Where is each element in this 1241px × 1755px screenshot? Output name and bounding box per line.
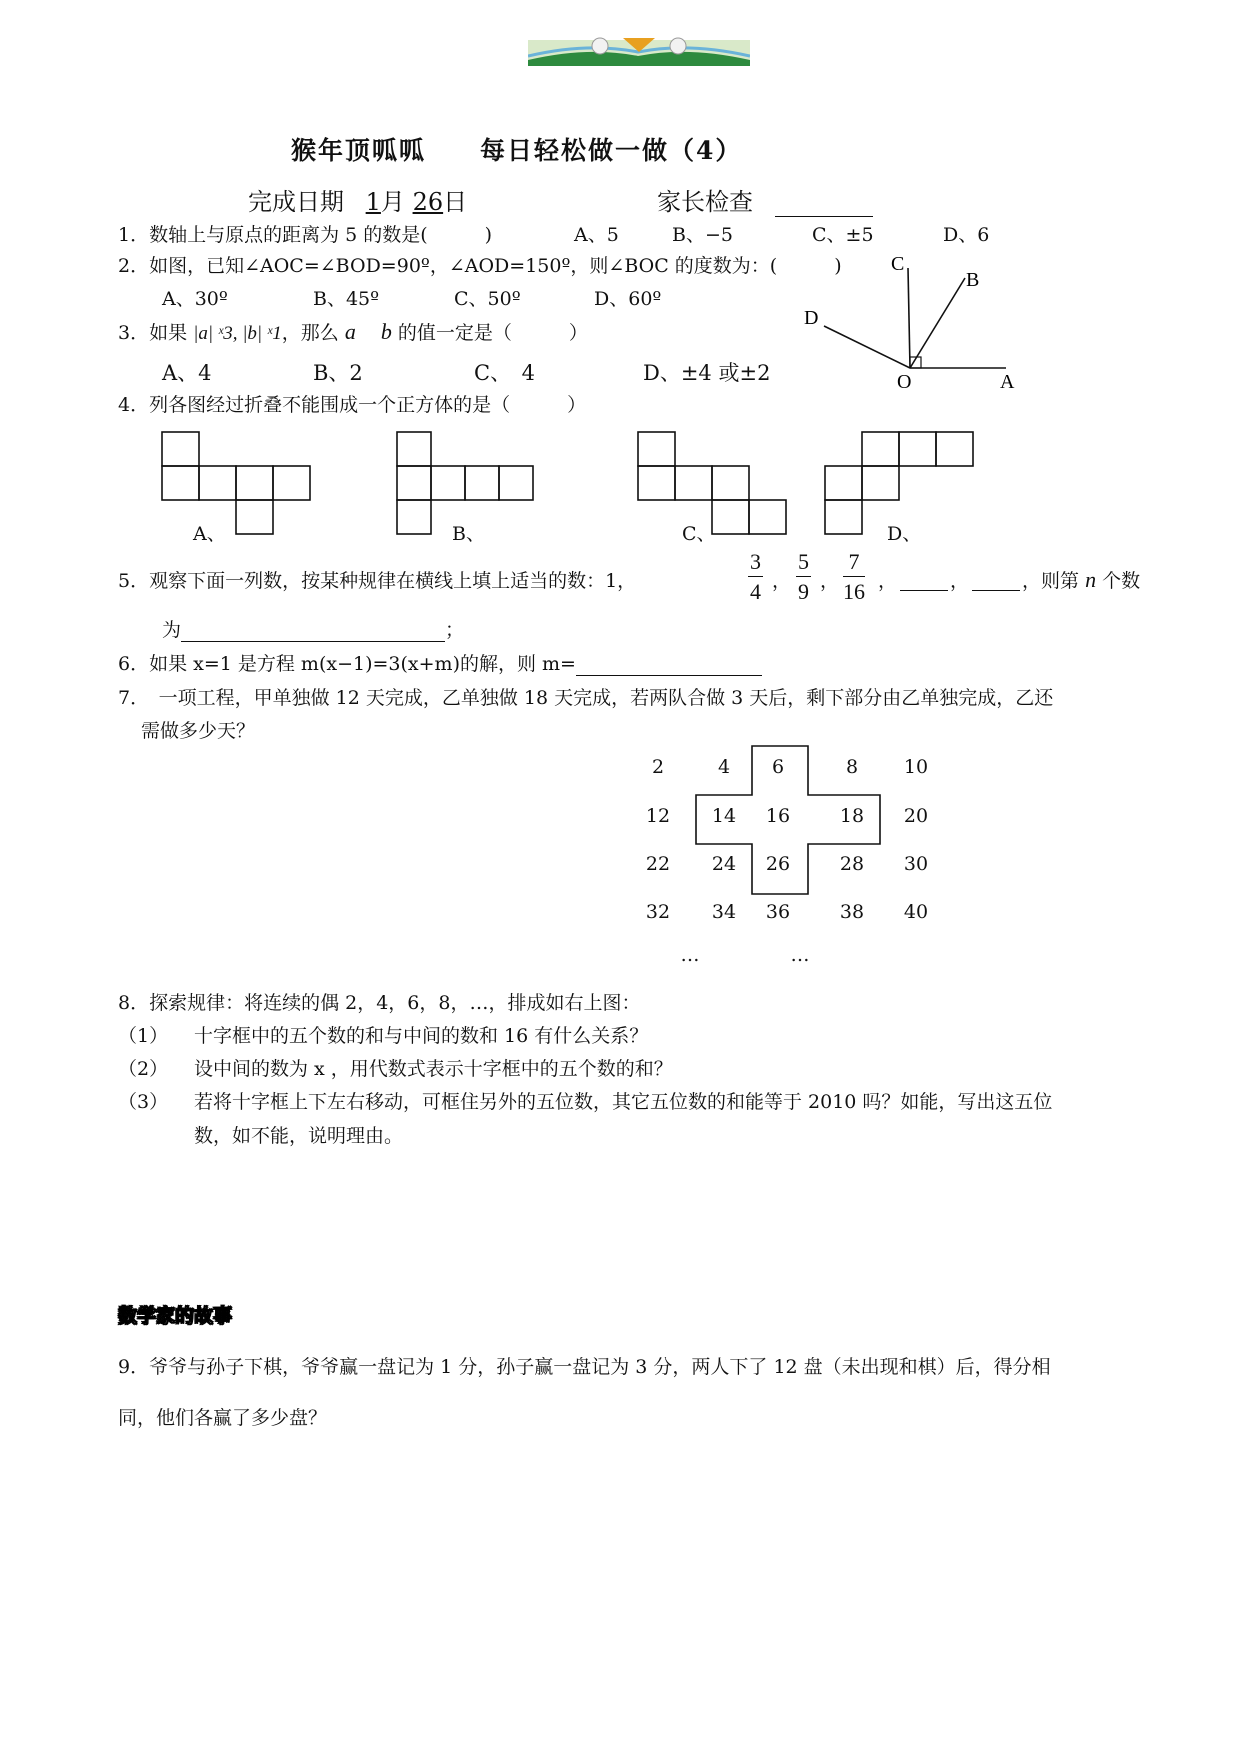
q2-text: 2．如图，已知∠AOC=∠BOD=90º，∠AOD=150º，则∠BOC 的度数为：( )	[118, 255, 842, 277]
parent-signature-blank[interactable]	[775, 196, 873, 217]
q5-fraction-3-num: 7	[843, 548, 865, 577]
q5-tail-text: ，则第	[1022, 570, 1080, 592]
grid-cell: 28	[839, 853, 865, 875]
grid-cell: 18	[839, 805, 865, 827]
q3-option-d: D、±4 或±2	[643, 361, 771, 385]
q5-fraction-3-den: 16	[843, 579, 865, 604]
grid-cell: 2	[651, 756, 665, 778]
q5-line2	[162, 615, 464, 642]
q5-fraction-1-num: 3	[748, 548, 763, 577]
net-label-d: D、	[887, 523, 922, 545]
q8-p1-num: （1）	[118, 1025, 169, 1047]
grid-cell: 26	[765, 853, 791, 875]
angle-label-o: O	[897, 371, 912, 393]
q8-text: 8．探索规律：将连续的偶 2，4，6，8，…，排成如右上图：	[118, 992, 641, 1014]
q1-option-a: A、5	[574, 224, 619, 246]
date-label: 完成日期	[248, 188, 344, 216]
q5-fraction-1	[748, 548, 763, 607]
q3-suffix: 的值一定是（ ）	[397, 322, 588, 344]
story-line1: 9．爷爷与孙子下棋，爷爷赢一盘记为 1 分，孙子赢一盘记为 3 分，两人下了 12 盘（未出现和棋）后，得分相	[118, 1356, 1051, 1378]
q3-b-var: b	[380, 319, 392, 344]
q5-n-var: n	[1085, 567, 1097, 592]
q3-prefix: 3．如果	[118, 322, 188, 344]
q5-fraction-2	[796, 548, 811, 607]
grid-ellipsis: …	[680, 944, 700, 966]
grid-cell: 24	[711, 853, 737, 875]
grid-cell: 40	[903, 901, 929, 923]
cube-nets	[150, 428, 990, 538]
q3-option-c: C、 4	[474, 361, 535, 385]
grid-cell: 4	[717, 756, 731, 778]
q5-fraction-2-den: 9	[798, 579, 809, 604]
title-right: 每日轻松做一做（4）	[480, 136, 743, 165]
grid-cell: 30	[903, 853, 929, 875]
q3-mid: ，那么	[281, 322, 339, 344]
q3-option-b: B、2	[313, 361, 363, 385]
story-title: 数学家的故事	[118, 1305, 233, 1327]
q2-option-c: C、50º	[454, 288, 521, 310]
grid-cell: 10	[903, 756, 929, 778]
grid-cell: 8	[845, 756, 859, 778]
q7-line2: 需做多少天？	[141, 720, 256, 742]
q8-p3-num: （3）	[118, 1091, 169, 1113]
q6-answer-blank[interactable]	[576, 655, 762, 676]
q5-tail	[1022, 566, 1140, 593]
q1-text: 1．数轴上与原点的距离为 5 的数是( )	[118, 224, 493, 246]
grid-cell: 34	[711, 901, 737, 923]
q1-option-c: C、±5	[812, 224, 874, 246]
q5-text: 5．观察下面一列数，按某种规律在横线上填上适当的数：1，	[118, 570, 637, 592]
q5-comma-1: ，	[772, 570, 792, 592]
q3-a-var: a	[344, 319, 356, 344]
grid-cell: 14	[711, 805, 737, 827]
q7-line1: 7． 一项工程，甲单独做 12 天完成，乙单独做 18 天完成，若两队合做 3 天后，剩下部分由乙单独完成，乙还	[118, 687, 1054, 709]
grid-cell: 6	[771, 756, 785, 778]
grid-cell: 20	[903, 805, 929, 827]
q2-option-d: D、60º	[594, 288, 662, 310]
q5-answer-blank[interactable]	[181, 621, 445, 642]
grid-cell: 38	[839, 901, 865, 923]
q8-p2: 设中间的数为 x ，用代数式表示十字框中的五个数的和？	[194, 1058, 673, 1080]
q5-tail-text-2: 个数	[1102, 570, 1141, 592]
angle-label-d: D	[804, 307, 819, 329]
date-row	[248, 182, 467, 217]
grid-cell: 22	[645, 853, 671, 875]
angle-label-c: C	[891, 253, 905, 275]
q6-question: 6．如果 x=1 是方程 m(x−1)=3(x+m)的解，则 m=	[118, 653, 576, 675]
net-label-b: B、	[452, 523, 485, 545]
q5-fraction-1-den: 4	[750, 579, 761, 604]
grid-cell: 16	[765, 805, 791, 827]
q5-line2-end: ；	[445, 619, 465, 641]
q1-option-b: B、−5	[672, 224, 733, 246]
q8-p3b: 数，如不能，说明理由。	[194, 1125, 404, 1147]
angle-label-b: B	[966, 269, 980, 291]
q5-blank-1[interactable]	[900, 570, 948, 591]
q1-option-d: D、6	[943, 224, 990, 246]
net-label-c: C、	[682, 523, 716, 545]
header-logo	[528, 34, 750, 66]
grid-cell: 32	[645, 901, 671, 923]
angle-label-a: A	[1000, 371, 1015, 393]
q8-p1: 十字框中的五个数的和与中间的数和 16 有什么关系？	[194, 1025, 649, 1047]
q6-text	[118, 649, 762, 676]
q2-option-b: B、45º	[313, 288, 380, 310]
q3-expr: |a| ˣ3, |b| ˣ1	[193, 323, 282, 344]
q5-fraction-2-num: 5	[796, 548, 811, 577]
story-line2: 同，他们各赢了多少盘？	[118, 1407, 328, 1429]
q4-text: 4．列各图经过折叠不能围成一个正方体的是（ ）	[118, 394, 587, 416]
day-char: 日	[443, 188, 468, 216]
grid-cell: 12	[645, 805, 671, 827]
q5-fraction-3	[843, 548, 865, 607]
q5-line2-label: 为	[162, 619, 182, 641]
q5-comma-4: ，	[950, 570, 970, 592]
title-left: 猴年顶呱呱	[291, 136, 427, 165]
grid-ellipsis: …	[790, 944, 810, 966]
angle-figure	[790, 250, 1030, 400]
q8-p3a: 若将十字框上下左右移动，可框住另外的五位数，其它五位数的和能等于 2010 吗？如能，写出这五位	[194, 1091, 1053, 1113]
month-char: 月	[380, 188, 405, 216]
date-month: 1	[365, 188, 381, 216]
grid-cell: 36	[765, 901, 791, 923]
q2-option-a: A、30º	[162, 288, 228, 310]
date-day: 26	[412, 188, 444, 216]
q5-blank-2[interactable]	[972, 570, 1020, 591]
q8-p2-num: （2）	[118, 1058, 169, 1080]
q5-comma-2: ，	[820, 570, 840, 592]
parent-label: 家长检查	[657, 188, 753, 216]
q3-option-a: A、4	[162, 361, 212, 385]
net-label-a: A、	[193, 523, 226, 545]
q5-comma-3: ，	[878, 570, 898, 592]
parent-check	[657, 182, 873, 217]
q3-text	[118, 318, 588, 345]
